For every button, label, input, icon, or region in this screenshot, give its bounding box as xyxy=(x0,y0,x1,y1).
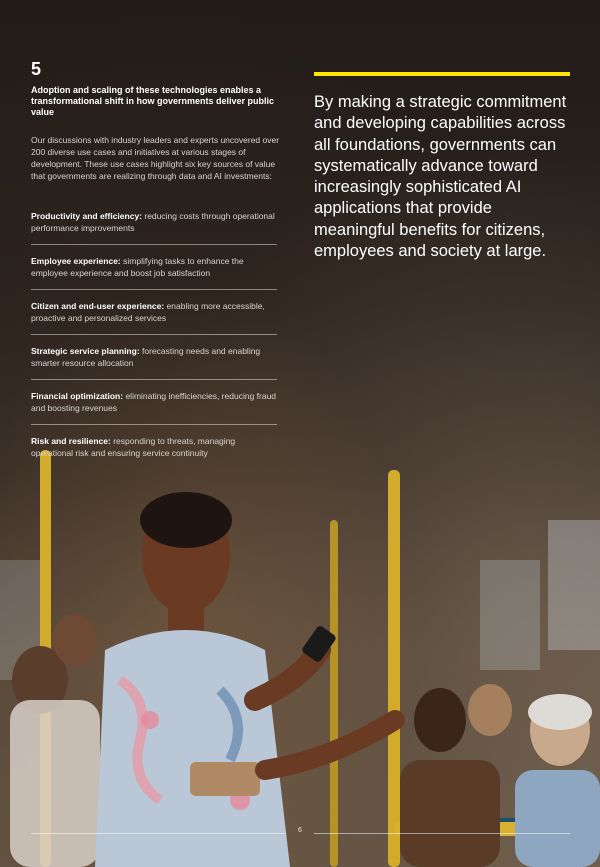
value-item-financial-optimization xyxy=(31,388,277,425)
value-text: responding to threats, managing operational risk and ensuring service continuity xyxy=(31,436,236,458)
footer-rule-right xyxy=(314,833,570,834)
value-text: forecasting needs and enabling smarter resource allocation xyxy=(31,346,261,368)
value-title: Financial optimization: xyxy=(31,391,124,401)
value-text: reducing costs through operational performance improvements xyxy=(31,211,275,233)
value-title: Strategic service planning: xyxy=(31,346,140,356)
footer-rule-left xyxy=(31,833,286,834)
value-item-employee-experience xyxy=(31,253,277,290)
value-item-service-planning xyxy=(31,343,277,380)
pull-quote: By making a strategic commitment and developing capabilities across all foundations, governments can systematically advance toward increasingly sophisticated AI applications that provide meaningful benefits for citizens, employees and society at large. xyxy=(314,93,567,261)
value-item-risk-resilience xyxy=(31,433,277,469)
value-item-productivity xyxy=(31,208,277,245)
page-number: 6 xyxy=(298,827,302,834)
intro-paragraph: Our discussions with industry leaders and experts uncovered over 200 diverse use cases and initiatives at various stages of development. These use cases highlight six key sources of value that governments are realizing through data and AI investments: xyxy=(31,135,280,181)
value-item-citizen-experience xyxy=(31,298,277,335)
value-text: eliminating inefficiencies, reducing fraud and boosting revenues xyxy=(31,391,277,413)
section-number: 5 xyxy=(31,59,42,79)
value-title: Risk and resilience: xyxy=(31,436,111,446)
value-text: simplifying tasks to enhance the employee experience and boost job satisfaction xyxy=(31,256,244,278)
accent-rule xyxy=(314,72,570,76)
section-heading: Adoption and scaling of these technologies enables a transformational shift in how governments deliver public value xyxy=(31,85,275,117)
value-title: Employee experience: xyxy=(31,256,121,266)
value-title: Citizen and end-user experience: xyxy=(31,301,165,311)
value-text: enabling more accessible, proactive and personalized services xyxy=(31,301,265,323)
value-title: Productivity and efficiency: xyxy=(31,211,142,221)
value-sources-list xyxy=(31,208,277,477)
